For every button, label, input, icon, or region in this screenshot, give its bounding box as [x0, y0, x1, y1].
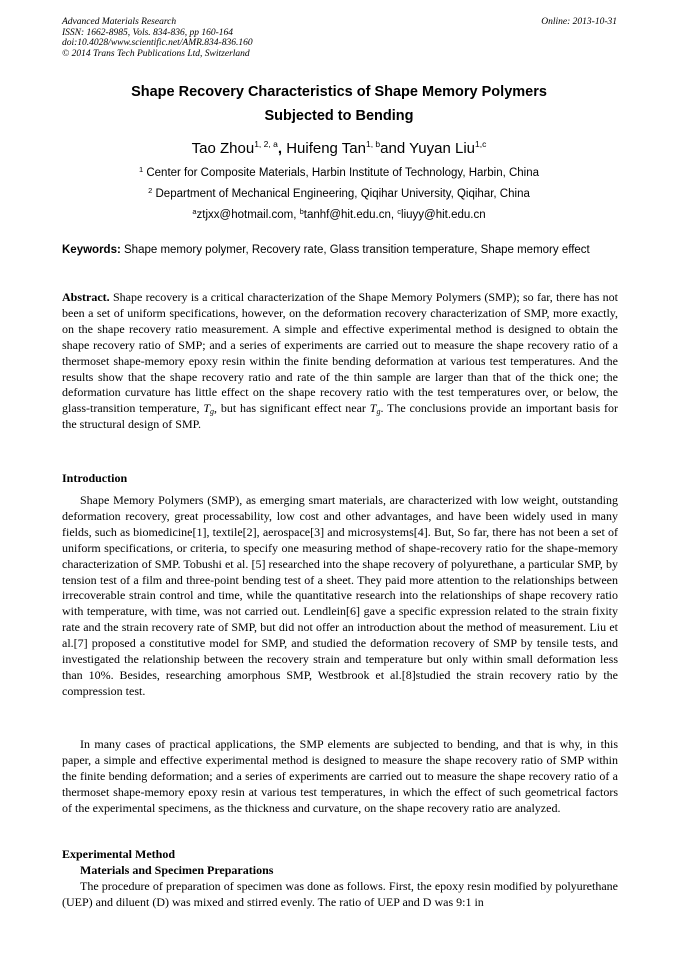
subsection-heading-materials: Materials and Specimen Preparations — [80, 863, 274, 877]
abstract-text-1: Shape recovery is a critical characterization of the Shape Memory Polymers (SMP); so far, there has not been a set of uniform specifications, however, on the deformation recovery characterization of SMP, more exactly, on the shape recovery ratio measurement. A simple and effective experimental method is designed to obtain the shape recovery ratio of SMP; and a series of experiments are carried out to measure the shape recovery ratio of a thermoset shape-memory epoxy resin within the finite bending deformation at various test temperatures. And the results show that the shape recovery ratio and rate of the thin sample are larger than that of the thick one; the deformation curvature has little effect on the shape recovery ratio with the test temperatures over, or below, the glass-transition temperature, — [62, 290, 618, 416]
author-3-affil: 1,c — [475, 139, 487, 149]
author-3: Yuyan Liu — [409, 140, 475, 157]
title-line-2: Subjected to Bending — [264, 108, 414, 124]
tg-symbol-1: $T_g$ — [203, 401, 214, 417]
journal-name: Advanced Materials Research — [62, 17, 177, 27]
paper-title — [62, 80, 616, 128]
author-2-affil: 1, b — [365, 139, 381, 149]
keywords-text: Shape memory polymer, Recovery rate, Glass transition temperature, Shape memory effect — [124, 244, 590, 256]
email-a-mark: a — [192, 207, 197, 216]
email-b: tanhf@hit.edu.cn, — [303, 209, 398, 221]
abstract — [62, 290, 618, 433]
email-b-mark: b — [299, 207, 304, 216]
online-date: Online: 2013-10-31 — [541, 17, 617, 27]
doi-line: doi:10.4028/www.scientific.net/AMR.834-836.160 — [62, 38, 253, 49]
tg-symbol-2: $T_g$ — [369, 401, 381, 417]
keywords — [62, 243, 618, 257]
abstract-text-3: . The conclusions provide an important basis for the structural design of SMP. — [62, 401, 619, 432]
abstract-text-2: , but has significant effect near — [214, 401, 366, 416]
author-list: Tao Zhou$^{1, 2, a}$, Huifeng Tan$^{1, b}$and Yuyan Liu$^{1,c}$ — [191, 139, 487, 157]
journal-header — [62, 17, 617, 59]
author-1-affil: 1, 2, a — [254, 139, 278, 149]
title-line-1: Shape Recovery Characteristics of Shape Memory Polymers — [131, 84, 547, 100]
section-heading-introduction: Introduction — [62, 471, 128, 485]
email-c: liuyy@hit.edu.cn — [401, 209, 486, 221]
email-a: ztjxx@hotmail.com, — [196, 209, 300, 221]
intro-paragraph-1: Shape Memory Polymers (SMP), as emerging smart materials, are characterized with low weight, outstanding deformation recovery, great processability, low cost and other advantages, and have been widely used in many fields, such as biomedicine[1], textile[2], aerospace[3] and microsystems[4]. But, So far, there has not been a set of uniform specifications, or criteria, to specify one measuring method of shape-recovery ratio for the shape-memory characterization of SMP. Tobushi et al. [5] researched into the shape recovery of polyurethane, a particular SMP, by tension test of a film and three-point bending test of a sheet. They paid more attention to the relationships between irrecoverable strain control and time, while the quantitative research into the relationships of shape recovery ratio with temperature, with time, was not carried out. Lendlein[6] gave a specific expression related to the strain fixity rate and the strain recovery rate of SMP, but did not offer an introduction about the method of measurement. Liu et al.[7] proposed a constitutive model for SMP, and studied the deformation recovery of SMP by tensile tests, and investigated the relationship between the recovery strain and temperature but only within small deformation less than 10%. Besides, researching amorphous SMP, Westbrook et al.[8]studied the strain recovery ratio by the compression test. — [62, 493, 618, 698]
keywords-label: Keywords: — [62, 244, 121, 256]
copyright-line: © 2014 Trans Tech Publications Ltd, Switzerland — [62, 48, 250, 59]
section-heading-experimental: Experimental Method — [62, 847, 175, 861]
author-1: Tao Zhou — [191, 140, 255, 157]
affiliation-2 — [62, 187, 616, 201]
email-c-mark: c — [397, 207, 402, 216]
affiliation-2-text: Department of Mechanical Engineering, Qiqihar University, Qiqihar, China — [155, 188, 530, 200]
affiliation-1 — [62, 166, 616, 180]
intro-paragraph-2: In many cases of practical applications, the SMP elements are subjected to bending, and that is why, in this paper, a simple and effective experimental method is designed to measure the shape recovery ratio of SMP within the finite bending deformation; and a series of experiments are carried out to measure the shape recovery ratio of a thermoset shape-memory epoxy resin at various test temperatures, in which the effect of such geometrical factors of the experimental specimens, as the thickness and curvature, on the shape recovery ratio are analyzed. — [62, 737, 618, 815]
abstract-label: Abstract. — [62, 290, 110, 304]
affiliation-1-mark: 1 — [138, 165, 144, 174]
email-line — [62, 208, 616, 222]
affiliation-2-mark: 2 — [148, 186, 153, 195]
experimental-paragraph-1: The procedure of preparation of specimen was done as follows. First, the epoxy resin modified by polyurethane (UEP) and diluent (D) was mixed and stirred evenly. The ratio of UEP and D was 9:1 in — [62, 879, 618, 909]
affiliation-1-text: Center for Composite Materials, Harbin Institute of Technology, Harbin, China — [146, 167, 540, 179]
author-and: and — [380, 140, 410, 157]
author-2: Huifeng Tan — [286, 140, 366, 157]
issn-line: ISSN: 1662-8985, Vols. 834-836, pp 160-164 — [62, 27, 233, 38]
